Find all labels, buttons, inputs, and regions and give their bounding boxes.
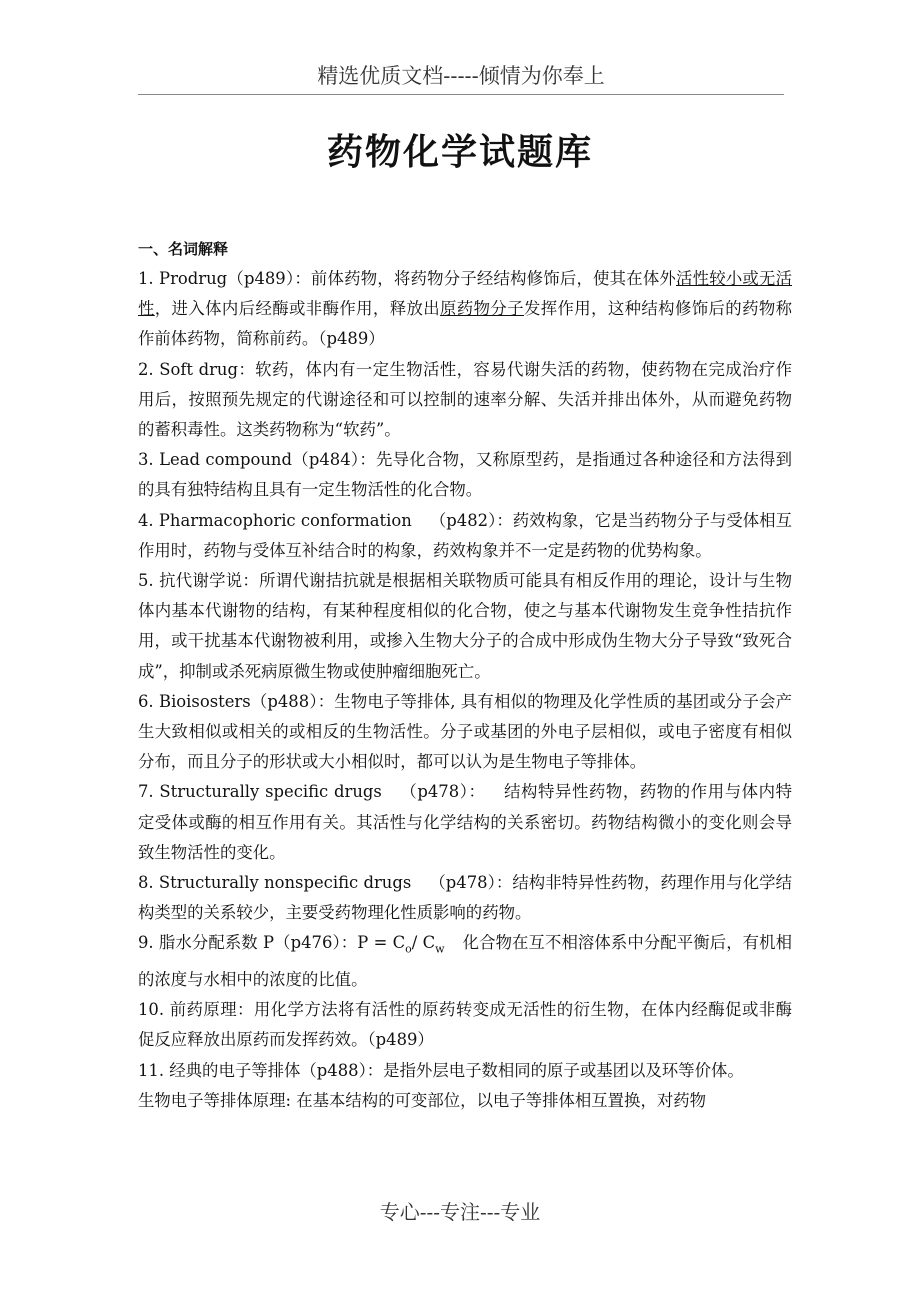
entry-2: 2. Soft drug：软药，体内有一定生物活性，容易代谢失活的药物，使药物在完成治疗作用后，按照预先规定的代谢途径和可以控制的速率分解、失活并排出体外，从而避免药物的蓄积毒性。这类药物称为“软药”。 [138, 359, 792, 440]
entry-4-term: 4. Pharmacophoric conformation [138, 510, 412, 530]
entry-7 [138, 777, 792, 868]
document-title: 药物化学试题库 [326, 131, 593, 173]
entry-1-underline-1: 活性较小或无活性 [138, 269, 792, 319]
entry-9-subscript-o: o [405, 942, 412, 956]
entry-9-subscript-w: w [435, 942, 445, 956]
entry-4-definition: （p482）：药效构象，它是当药物分子与受体相互作用时，药物与受体互补结合时的构象，药效构象并不一定是药物的优势构象。 [138, 510, 792, 560]
entry-5: 5. 抗代谢学说：所谓代谢拮抗就是根据相关联物质可能具有相反作用的理论，设计与生物体内基本代谢物的结构，有某种程度相似的化合物，使之与基本代谢物发生竞争性拮抗作用，或干扰基本代谢物被利用，或掺入生物大分子的合成中形成伪生物大分子导致“致死合成”，抑制或杀死病原微生物或使肿瘤细胞死亡。 [138, 571, 792, 681]
glossary-content [138, 264, 792, 1116]
entry-10: 10. 前药原理：用化学方法将有活性的原药转变成无活性的衍生物，在体内经酶促或非酶促反应释放出原药而发挥药效。（p489） [138, 1000, 792, 1050]
entry-7-page: （p478）： [399, 782, 486, 802]
page-header: 精选优质文档-----倾情为你奉上 [317, 64, 605, 88]
entry-8 [138, 868, 792, 928]
entry-1-text-c: 发挥作用，这种结构修饰后的药物称作前体药物，简称前药。（p489） [138, 299, 793, 349]
entry-8-term: 8. Structurally nonspecific drugs [138, 873, 412, 893]
entry-1 [138, 264, 792, 355]
entry-11: 11. 经典的电子等排体（p488）：是指外层电子数相同的原子或基团以及环等价体。 [138, 1060, 744, 1080]
header-divider [138, 94, 784, 95]
entry-9 [138, 928, 792, 995]
entry-8-definition: （p478）：结构非特异性药物，药理作用与化学结构类型的关系较少，主要受药物理化性质影响的药物。 [138, 873, 792, 923]
entry-1-text-a: 1. Prodrug（p489）：前体药物，将药物分子经结构修饰后，使其在体外 [138, 269, 677, 288]
entry-12: 生物电子等排体原理: 在基本结构的可变部位，以电子等排体相互置换，对药物 [138, 1090, 707, 1110]
entry-9-term: 9. 脂水分配系数 P（p476）：P = C [138, 933, 406, 953]
entry-7-term: 7. Structurally specific drugs [138, 782, 382, 802]
entry-1-underline-2: 原药物分子 [440, 299, 524, 319]
section-heading: 一、名词解释 [138, 240, 229, 258]
entry-1-text-b: ，进入体内后经酶或非酶作用，释放出 [154, 299, 441, 319]
entry-3: 3. Lead compound（p484）：先导化合物，又称原型药，是指通过各种途径和方法得到的具有独特结构且具有一定生物活性的化合物。 [138, 450, 792, 500]
entry-9-formula-mid: / C [411, 933, 436, 953]
entry-4 [138, 506, 792, 566]
entry-6: 6. Bioisosters（p488）：生物电子等排体, 具有相似的物理及化学性质的基团或分子会产生大致相似或相关的或相反的生物活性。分子或基团的外电子层相似，或电子密度有相似分布，而且分子的形状或大小相似时，都可以认为是生物电子等排体。 [138, 691, 792, 772]
entry-7-definition: 结构特异性药物，药物的作用与体内特定受体或酶的相互作用有关。其活性与化学结构的关系密切。药物结构微小的变化则会导致生物活性的变化。 [138, 782, 793, 862]
entry-9-definition: 化合物在互不相溶体系中分配平衡后，有机相的浓度与水相中的浓度的比值。 [138, 933, 792, 989]
page-footer: 专心---专注---专业 [379, 1200, 541, 1224]
